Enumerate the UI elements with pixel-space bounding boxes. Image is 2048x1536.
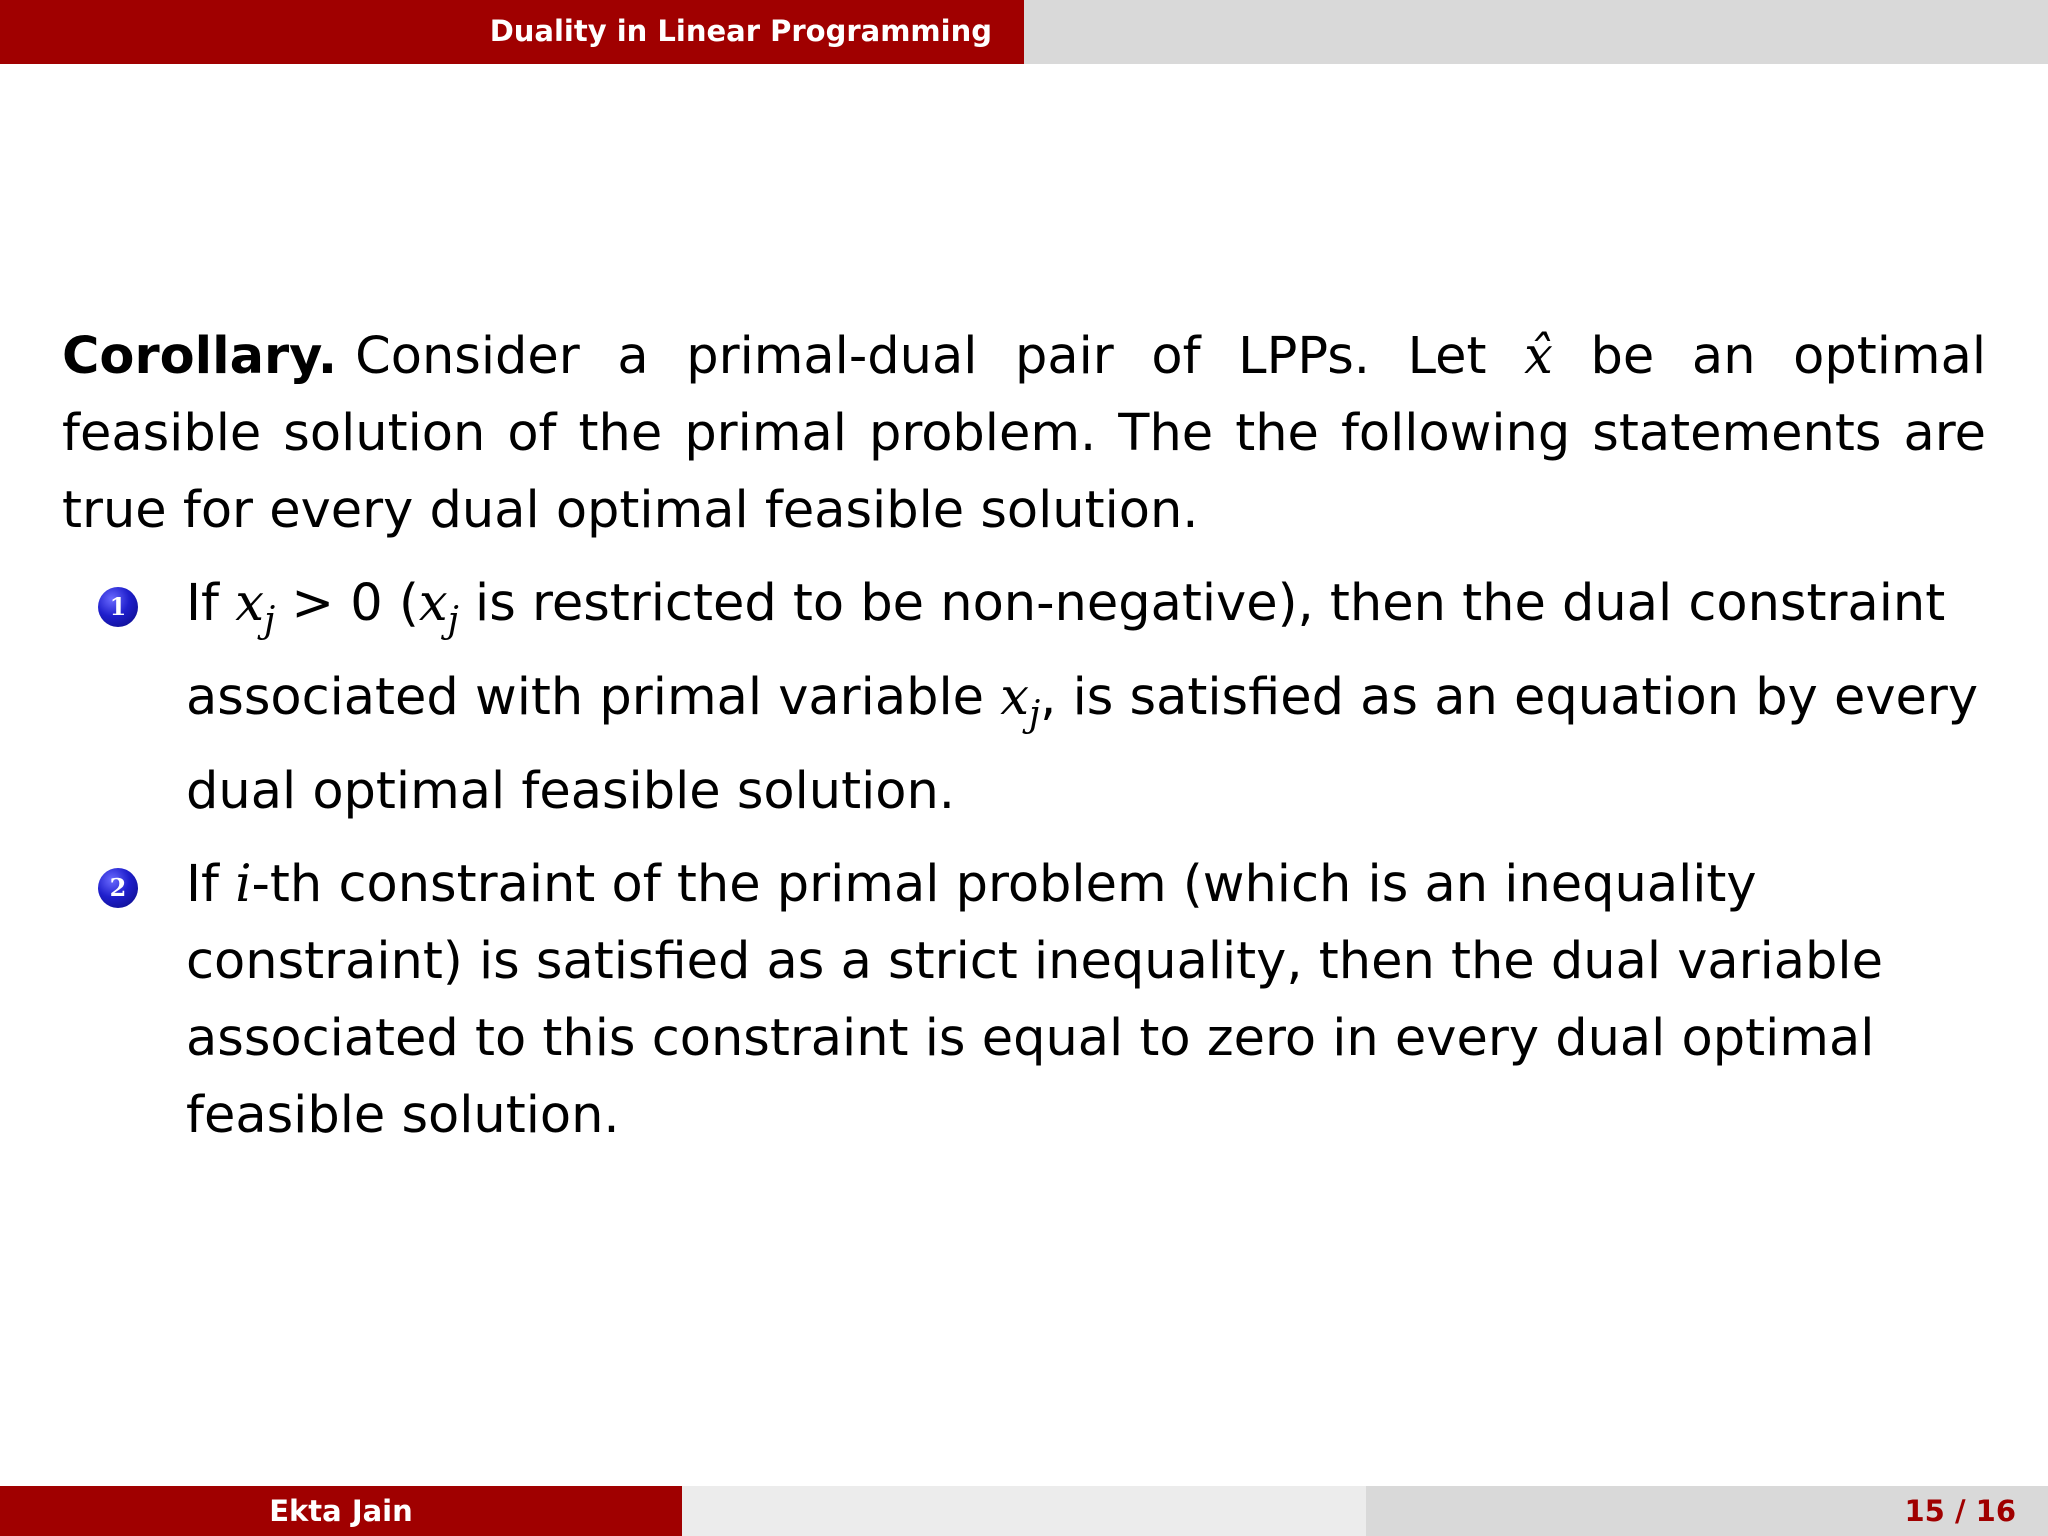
header-bar — [0, 0, 2048, 64]
intro-text-2: be an optimal feasible solution of the primal problem. The the following statements are true for every dual optimal feasible solution. — [62, 327, 1986, 540]
var-x: x — [235, 574, 264, 633]
item-1-text-3: is restricted to be non-negative), then the dual constraint associated with primal variable — [186, 574, 1946, 727]
intro-text-1: Consider a primal-dual pair of LPPs. Let — [355, 327, 1525, 386]
slide-content — [62, 318, 1986, 1170]
list-item — [62, 846, 1986, 1154]
item-2-text-1: If — [186, 855, 236, 914]
number-bullet-1: 1 — [98, 587, 138, 627]
list-item — [62, 565, 1986, 830]
var-x: x — [418, 574, 448, 633]
item-1-text-1: If — [186, 574, 236, 633]
item-2-text-2: -th constraint of the primal problem (which is an inequality constraint) is satisfied as a strict inequality, then the dual variable associated to this constraint is equal to zero in every dual optimal feasible solution. — [186, 855, 1883, 1145]
item-1-text-4: , is satisfied as an equation by every dual optimal feasible solution. — [186, 668, 1979, 821]
var-i: i — [235, 855, 252, 914]
corollary-label: Corollary. — [62, 327, 338, 386]
page-number: 15 / 16 — [1366, 1486, 2048, 1536]
statement-list — [62, 565, 1986, 1154]
subscript-j: j — [263, 600, 276, 641]
number-bullet-2: 2 — [98, 868, 138, 908]
item-1-text-2: > 0 ( — [275, 574, 419, 633]
corollary-paragraph — [62, 318, 1986, 549]
x-hat-symbol: x̂ — [1524, 327, 1553, 386]
section-title: Duality in Linear Programming — [0, 0, 1024, 64]
footer-bar — [0, 1486, 2048, 1536]
footer-middle — [682, 1486, 1366, 1536]
subscript-j: j — [447, 600, 459, 641]
author-name: Ekta Jain — [0, 1486, 682, 1536]
var-x: x — [1000, 668, 1029, 727]
subscript-j: j — [1028, 694, 1041, 735]
